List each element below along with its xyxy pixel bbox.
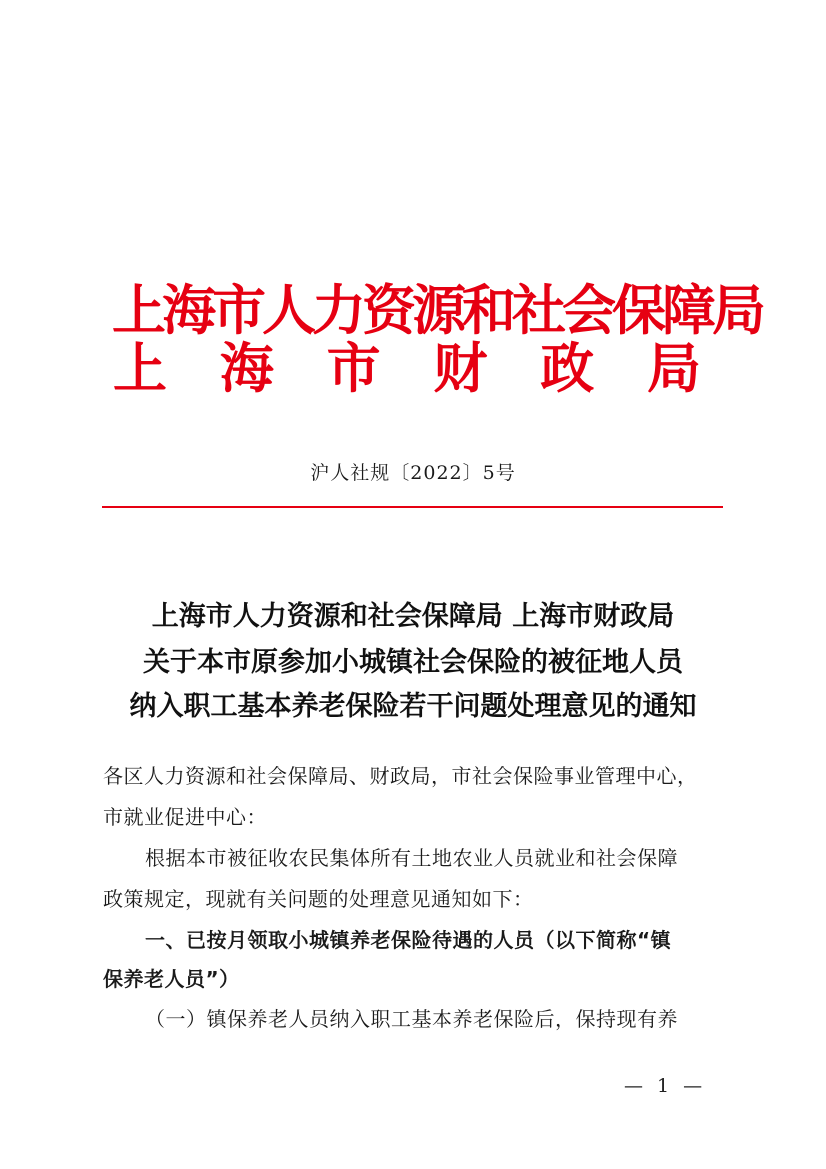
paragraph1-line2: 政策规定，现就有关问题的处理意见通知如下：	[103, 887, 534, 911]
issuer-char: 上	[113, 336, 167, 400]
document-title-line3: 纳入职工基本养老保险若干问题处理意见的通知	[129, 691, 697, 722]
document-number: 沪人社规〔2022〕5号	[310, 462, 516, 484]
paragraph1-line1: 根据本市被征收农民集体所有土地农业人员就业和社会保障	[145, 846, 678, 870]
issuer-char: 海	[219, 336, 274, 400]
document-title-line2: 关于本市原参加小城镇社会保险的被征地人员	[143, 647, 683, 678]
section1-heading-line2: 保养老人员”）	[103, 967, 240, 991]
issuer-char: 局	[646, 336, 701, 400]
issuer-char: 财	[433, 336, 488, 400]
addressee-line1: 各区人力资源和社会保障局、财政局，市社会保险事业管理中心，	[103, 764, 698, 788]
item1-line1: （一）镇保养老人员纳入职工基本养老保险后，保持现有养	[145, 1007, 678, 1031]
issuer-char: 政	[540, 336, 595, 400]
issuer-char: 市	[326, 336, 381, 400]
issuer-name-line2	[112, 336, 702, 400]
red-divider-line	[102, 506, 723, 508]
addressee-line2: 市就业促进中心：	[103, 805, 267, 829]
issuer-name-line1: 上海市人力资源和社会保障局	[112, 278, 762, 342]
page-number: — 1 —	[624, 1075, 707, 1097]
section1-heading-line1: 一、已按月领取小城镇养老保险待遇的人员（以下简称“镇	[145, 928, 672, 952]
document-title-line1: 上海市人力资源和社会保障局 上海市财政局	[151, 601, 675, 632]
